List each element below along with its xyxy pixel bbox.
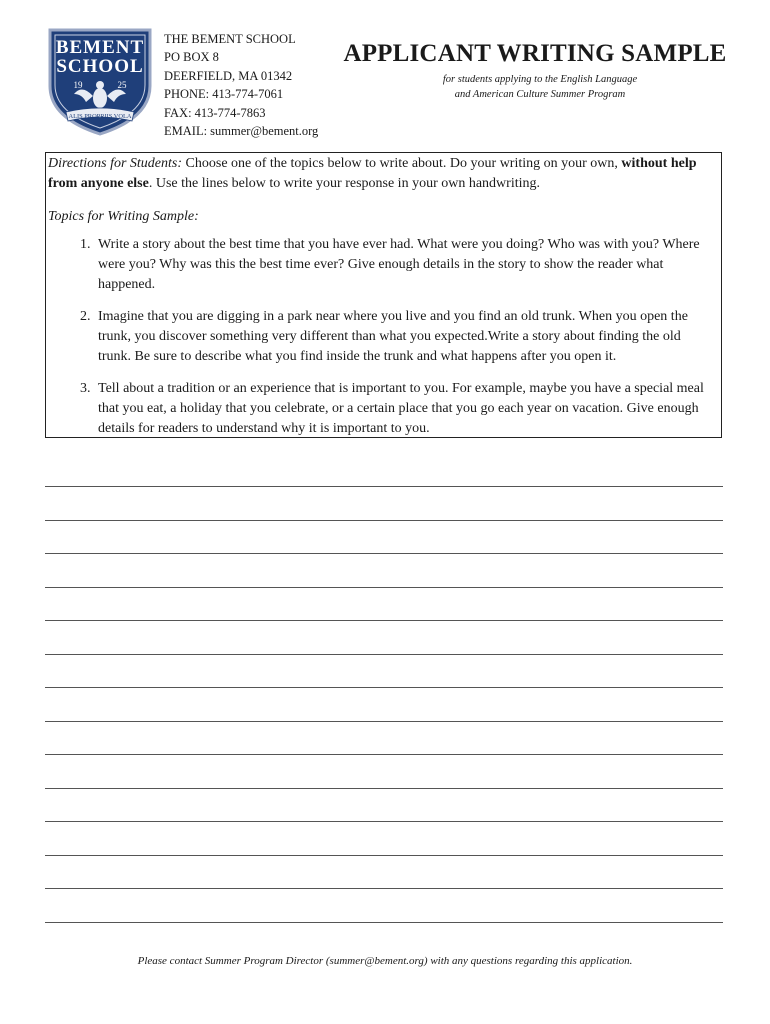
writing-line[interactable]: [45, 587, 723, 588]
topic-item-3: 3. Tell about a tradition or an experience that is important to you. For example, maybe you have a special meal that you eat, a holiday that you celebrate, or a certain place that you go each year on vacation. Give enough details for readers to understand why it is important to you.: [94, 379, 717, 439]
subtitle-line-1: for students applying to the English Language: [442, 74, 638, 85]
school-city: DEERFIELD, MA 01342: [164, 68, 293, 83]
writing-line[interactable]: [45, 553, 723, 554]
writing-line[interactable]: [45, 855, 723, 856]
footer-contact-note: Please contact Summer Program Director (summer@bement.org) with any questions regarding this application.: [137, 955, 633, 967]
logo-year-right: 25: [117, 80, 127, 90]
writing-line[interactable]: [45, 620, 723, 621]
directions-body-end: . Use the lines below to write your response in your own handwriting.: [148, 176, 540, 191]
school-phone: PHONE: 413-774-7061: [164, 87, 284, 102]
document-title: APPLICANT WRITING SAMPLE: [343, 40, 727, 67]
directions-body: Choose one of the topics below to write about. Do your writing on your own,: [182, 156, 622, 171]
directions-label: Directions for Students:: [48, 156, 183, 171]
school-address-block: [164, 30, 318, 140]
writing-line[interactable]: [45, 888, 723, 889]
writing-line[interactable]: [45, 687, 723, 688]
writing-line[interactable]: [45, 520, 723, 521]
school-fax: FAX: 413-774-7863: [164, 105, 266, 120]
writing-line[interactable]: [45, 654, 723, 655]
directions-emphasis: without help from anyone else: [48, 156, 697, 191]
topic-item-2: 2. Imagine that you are digging in a park near where you live and you find an old trunk. When you open the trunk, you discover something very different than what you expected.Write a story about finding the old trunk. Be sure to describe what you find inside the trunk and what happens after you open it.: [94, 307, 717, 367]
bement-school-logo: [44, 26, 156, 136]
logo-top-text: BEMENT: [55, 37, 145, 58]
logo-bottom-text: SCHOOL: [56, 56, 144, 77]
logo-motto: ALIS PROPRIIS VOLA: [68, 113, 132, 120]
document-subtitle: [400, 72, 680, 102]
topics-heading: Topics for Writing Sample:: [48, 209, 199, 224]
writing-line[interactable]: [45, 486, 723, 487]
subtitle-line-2: and American Culture Summer Program: [454, 89, 626, 100]
topics-list: [48, 235, 717, 439]
logo-year-left: 19: [73, 80, 83, 90]
writing-line[interactable]: [45, 754, 723, 755]
writing-line[interactable]: [45, 721, 723, 722]
writing-line[interactable]: [45, 821, 723, 822]
school-email: EMAIL: summer@bement.org: [164, 124, 319, 139]
writing-line[interactable]: [45, 788, 723, 789]
writing-line[interactable]: [45, 922, 723, 923]
topic-item-1: 1. Write a story about the best time that you have ever had. What were you doing? Who was with you? Where were you? Why was this the best time ever? Give enough details in the story to show the reader what happened.: [94, 235, 717, 295]
school-name: THE BEMENT SCHOOL: [164, 32, 296, 46]
directions-text: [48, 154, 717, 194]
school-po-box: PO BOX 8: [164, 50, 219, 65]
directions-box: [45, 152, 722, 438]
